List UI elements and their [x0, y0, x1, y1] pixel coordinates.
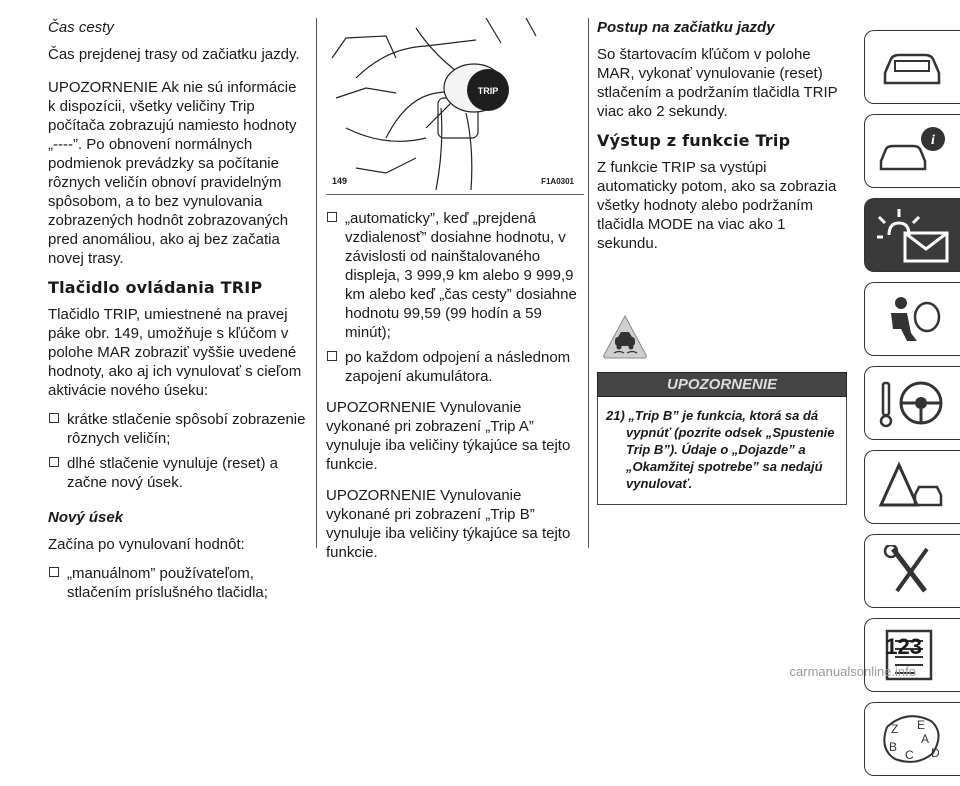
- bullet-text: krátke stlačenie spôsobí zobrazenie rôznych veličín;: [67, 411, 306, 447]
- svg-text:E: E: [917, 718, 926, 732]
- page-number: 123: [885, 634, 922, 659]
- paragraph-postup: So štartovacím kľúčom v polohe MAR, vykonať vynulovanie (reset) stlačením a podržaním tlačidla TRIP viac ako 2 sekundy.: [597, 46, 838, 120]
- figure-number: 149: [332, 176, 348, 186]
- bullet-item: [48, 454, 306, 492]
- triangle-car-icon: [877, 461, 947, 513]
- heading-vystup: Výstup z funkcie Trip: [597, 131, 791, 150]
- bullet-item: [326, 348, 584, 386]
- car-info-icon: [877, 125, 947, 177]
- paragraph-novy-usek: Začína po vynulovaní hodnôt:: [48, 536, 245, 553]
- tab-safety[interactable]: [864, 282, 960, 356]
- warning-title-bar: UPOZORNENIE: [597, 372, 847, 397]
- checkbox-bullet-icon: [327, 351, 337, 361]
- section-subtitle-cas-cesty: Čas cesty: [48, 19, 114, 36]
- checkbox-bullet-icon: [327, 212, 337, 222]
- svg-text:A: A: [921, 732, 930, 746]
- figure-code: F1A0301: [541, 177, 574, 186]
- warning-light-envelope-icon: [877, 209, 953, 265]
- paragraph-cas-cesty: Čas prejdenej trasy od začiatku jazdy.: [48, 46, 300, 63]
- svg-text:C: C: [905, 748, 914, 762]
- bullet-text: po každom odpojení a následnom zapojení akumulátora.: [345, 349, 571, 385]
- checkbox-bullet-icon: [49, 413, 59, 423]
- paragraph-note-trip-b: UPOZORNENIE Vynulovanie vykonané pri zobrazení „Trip B” vynuluje iba veličiny týkajúce sa tejto funkcie.: [326, 487, 571, 561]
- tab-index[interactable]: [864, 702, 960, 776]
- bullet-text: „manuálnom” používateľom, stlačením príslušného tlačidla;: [67, 565, 268, 601]
- column-left: [48, 0, 306, 608]
- column-middle: [326, 0, 584, 572]
- tab-instruments[interactable]: [864, 198, 960, 272]
- paragraph-note-trip-a: UPOZORNENIE Vynulovanie vykonané pri zobrazení „Trip A” vynuluje iba veličiny týkajúce sa tejto funkcie.: [326, 399, 571, 473]
- column-right: [597, 0, 847, 505]
- bullet-text: „automaticky”, keď „prejdená vzdialenosť” dosiahne hodnotu, v závislosti od nainštalovaného displeja, 3 999,9 km alebo 9 999,9 km alebo keď „čas cesty” dosiahne hodnotu 99,59 (99 hodín a 59 minút);: [345, 210, 577, 341]
- bullet-text: dlhé stlačenie vynuluje (reset) a začne nový úsek.: [67, 455, 278, 491]
- tab-car[interactable]: [864, 30, 960, 104]
- tab-car-info[interactable]: [864, 114, 960, 188]
- tab-emergency[interactable]: [864, 450, 960, 524]
- paragraph-note: UPOZORNENIE Ak nie sú informácie k dispozícii, všetky veličiny Trip počítača zobrazujú namiesto hodnoty „----”. Po obnovení normálnych podmienok prevádzky sa počítanie rôznych veličín obnoví pravidelným spôsobom, a to bez vynulovania zobrazených hodnôt zobrazovaných pred anomáliou, ako aj bez začatia novej trasy.: [48, 79, 297, 267]
- alphabet-index-icon: [877, 713, 947, 765]
- warning-block: [597, 313, 847, 505]
- warning-text: 21) „Trip B” je funkcia, ktorá sa dá vypnúť (pozrite odsek „Spustenie Trip B”). Údaje o „Dojazde” a „Okamžitej spotrebe” sa nedajú vynulovať.: [606, 408, 835, 491]
- figure-trip-lever: [326, 18, 584, 195]
- bullet-item: [48, 564, 306, 602]
- airbag-passenger-icon: [877, 293, 947, 345]
- tab-starting-driving[interactable]: [864, 366, 960, 440]
- column-divider: [316, 18, 317, 548]
- svg-text:Z: Z: [891, 722, 899, 736]
- svg-text:B: B: [889, 740, 898, 754]
- bullet-item: [326, 209, 584, 342]
- paragraph-trip: Tlačidlo TRIP, umiestnené na pravej páke obr. 149, umožňuje s kľúčom v polohe MAR zobraziť vyššie uvedené hodnoty, ako aj ich vynulovať s cieľom aktivácie nového úseku:: [48, 306, 302, 399]
- trip-button-label: TRIP: [477, 86, 499, 96]
- svg-text:i: i: [931, 133, 935, 148]
- trip-lever-illustration: [326, 18, 584, 194]
- warning-box: [597, 397, 847, 505]
- wrench-screwdriver-icon: [877, 545, 947, 597]
- paragraph-vystup: Z funkcie TRIP sa vystúpi automaticky potom, ako sa zobrazia všetky hodnoty alebo podržaním tlačidla MODE na viac ako 1 sekundu.: [597, 159, 837, 252]
- section-subtitle-novy-usek: Nový úsek: [48, 509, 124, 526]
- checkbox-bullet-icon: [49, 567, 59, 577]
- steering-wheel-key-icon: [877, 377, 947, 429]
- svg-text:D: D: [931, 746, 940, 760]
- checkbox-bullet-icon: [49, 457, 59, 467]
- tab-maintenance[interactable]: [864, 534, 960, 608]
- watermark: carmanualsonline.info: [789, 664, 916, 679]
- bullet-item: [48, 410, 306, 448]
- column-divider: [588, 18, 589, 548]
- slippery-road-warning-icon: [601, 313, 649, 361]
- car-icon: [877, 41, 947, 93]
- heading-trip-button: Tlačidlo ovládania TRIP: [48, 278, 263, 297]
- section-subtitle-postup: Postup na začiatku jazdy: [597, 19, 775, 36]
